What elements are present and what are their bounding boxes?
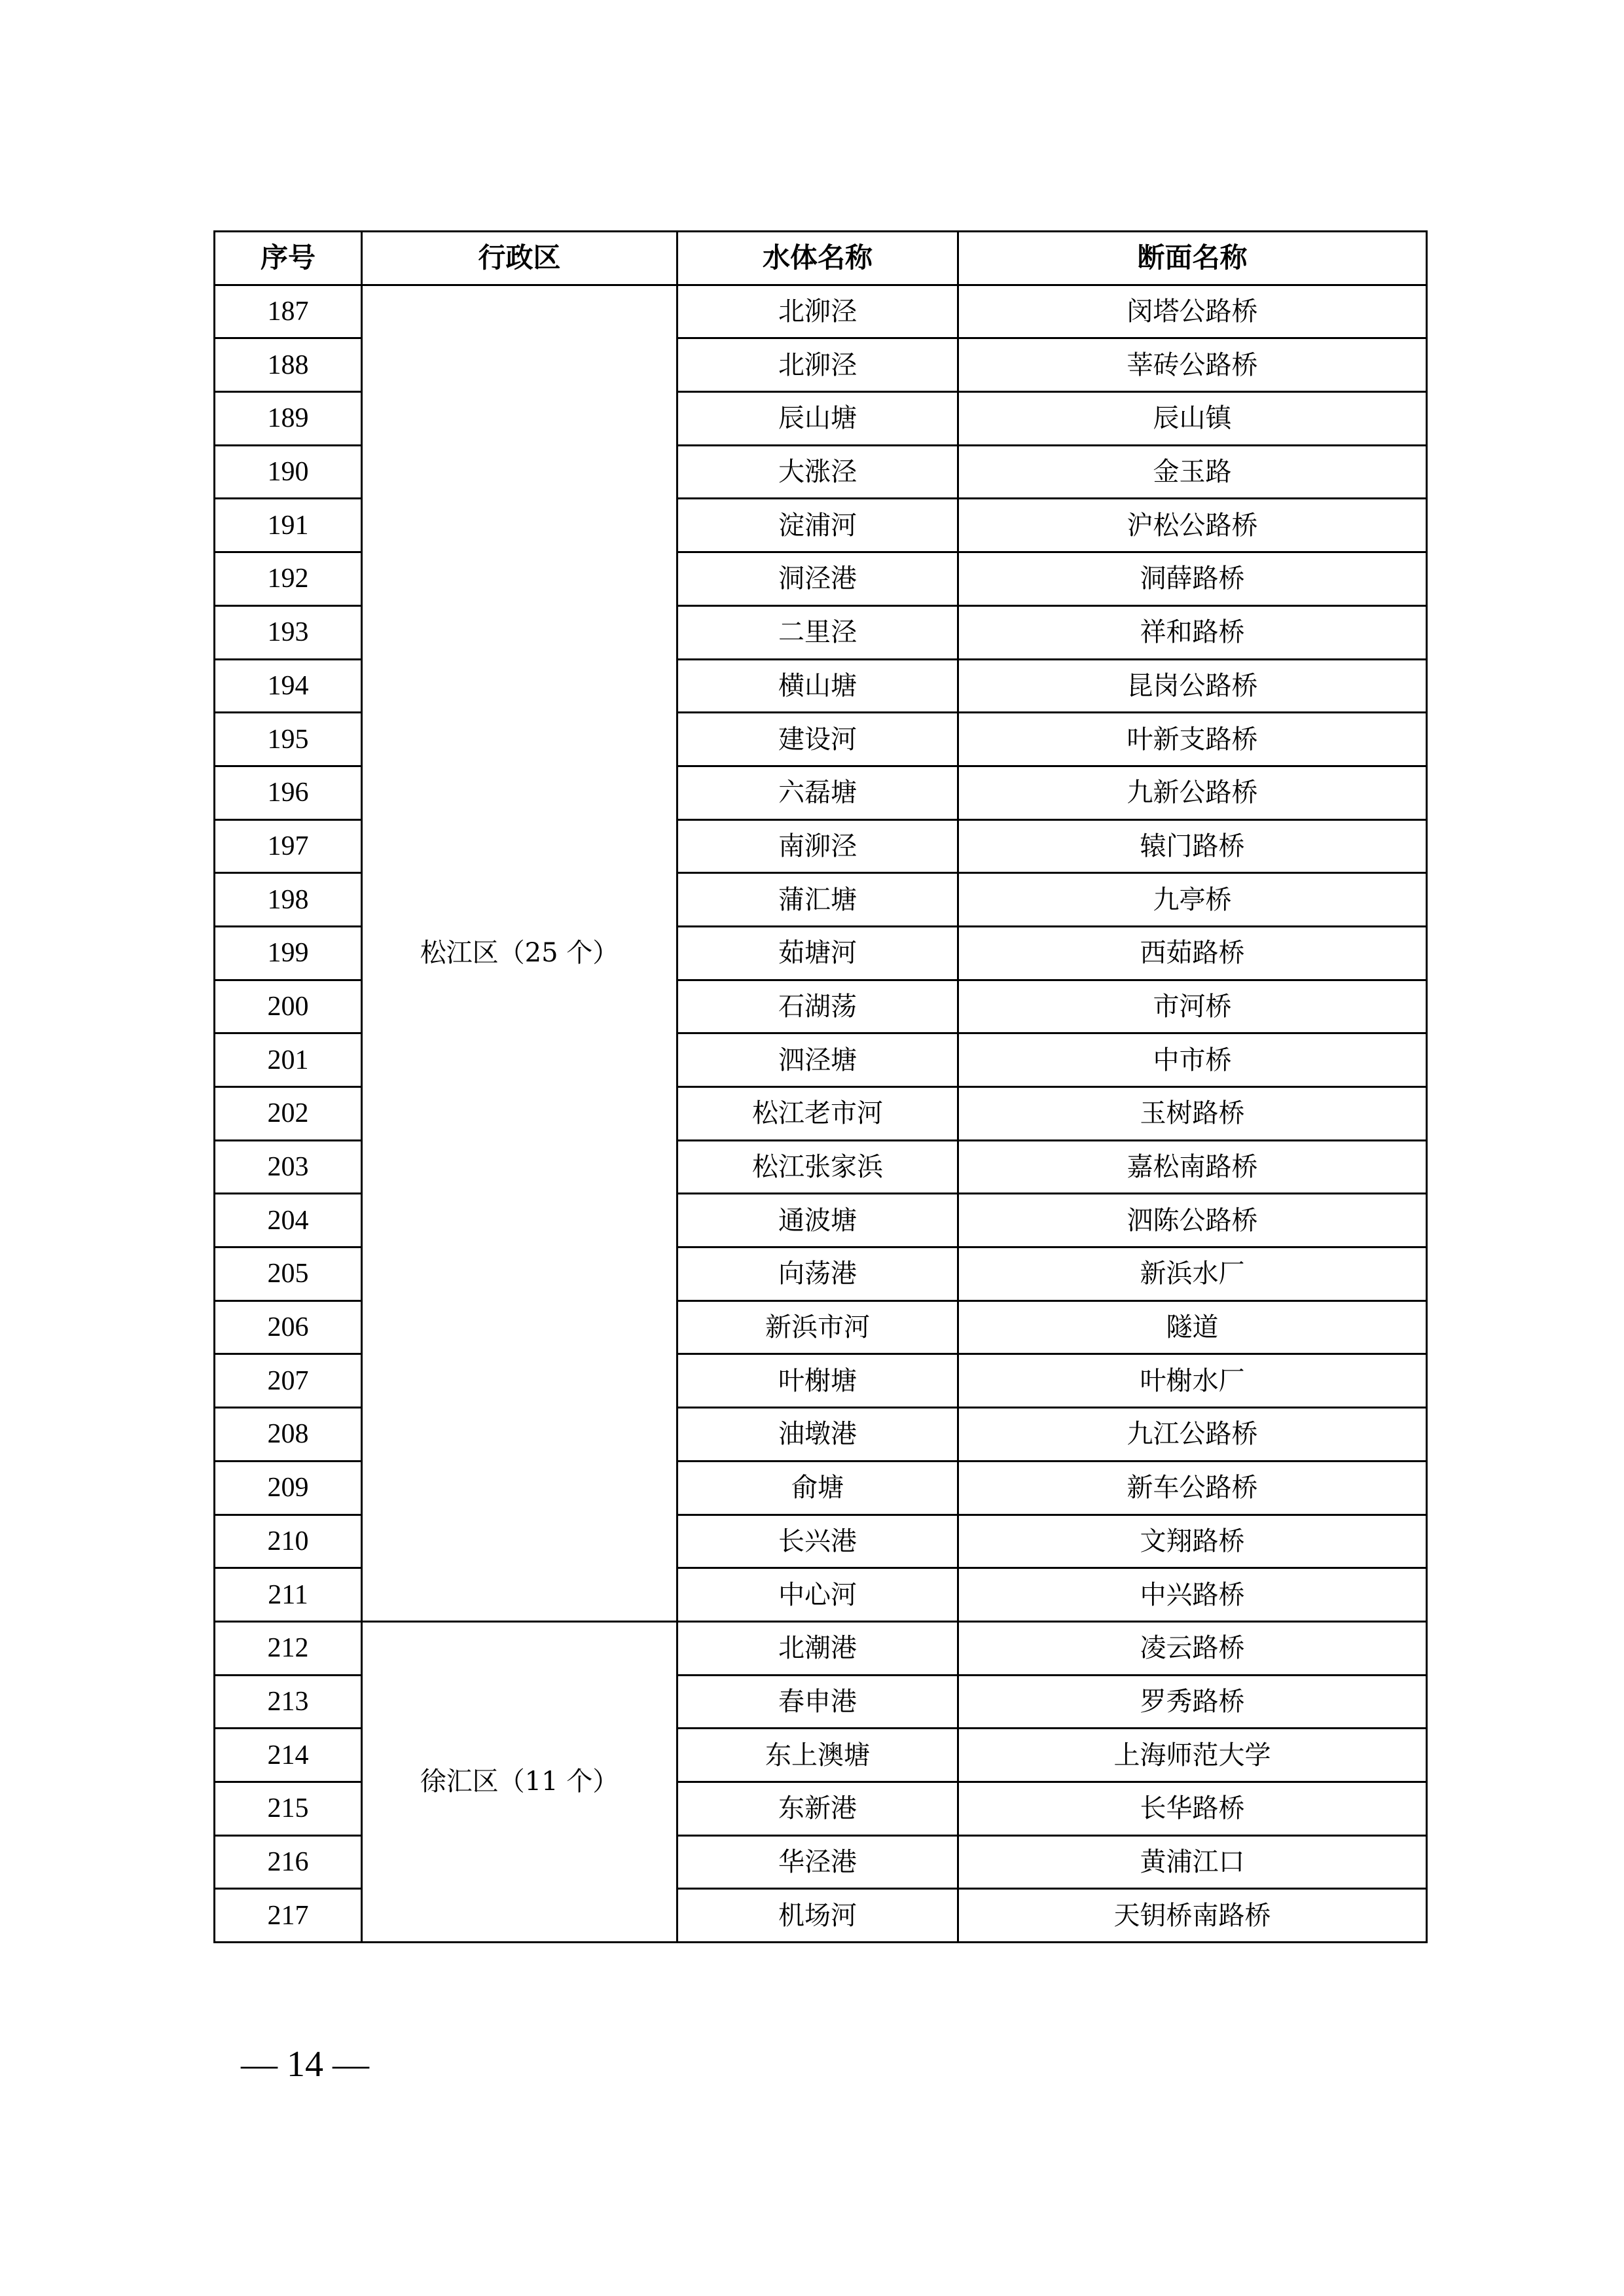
water-body-cell: 中心河 xyxy=(677,1568,958,1622)
section-name-cell: 金玉路 xyxy=(958,445,1427,499)
water-body-cell: 泗泾塘 xyxy=(677,1033,958,1087)
section-name-cell: 莘砖公路桥 xyxy=(958,338,1427,392)
water-body-cell: 洞泾港 xyxy=(677,552,958,606)
serial-no-cell: 199 xyxy=(215,926,362,980)
water-body-cell: 横山塘 xyxy=(677,659,958,713)
section-name-cell: 九江公路桥 xyxy=(958,1408,1427,1462)
table-row xyxy=(215,285,1427,338)
section-name-cell: 辕门路桥 xyxy=(958,819,1427,873)
serial-no-cell: 192 xyxy=(215,552,362,606)
serial-no-cell: 205 xyxy=(215,1247,362,1301)
header-district: 行政区 xyxy=(362,232,677,285)
district-cell: 徐汇区（11 个） xyxy=(362,1621,677,1942)
serial-no-cell: 188 xyxy=(215,338,362,392)
header-section-name: 断面名称 xyxy=(958,232,1427,285)
section-name-cell: 文翔路桥 xyxy=(958,1515,1427,1568)
water-body-cell: 俞塘 xyxy=(677,1461,958,1515)
serial-no-cell: 209 xyxy=(215,1461,362,1515)
serial-no-cell: 212 xyxy=(215,1621,362,1675)
section-name-cell: 昆岗公路桥 xyxy=(958,659,1427,713)
serial-no-cell: 206 xyxy=(215,1300,362,1354)
serial-no-cell: 210 xyxy=(215,1515,362,1568)
serial-no-cell: 213 xyxy=(215,1675,362,1729)
monitoring-sections-table xyxy=(213,230,1428,1943)
water-body-cell: 南泖泾 xyxy=(677,819,958,873)
serial-no-cell: 203 xyxy=(215,1140,362,1194)
water-body-cell: 石湖荡 xyxy=(677,980,958,1033)
serial-no-cell: 202 xyxy=(215,1087,362,1141)
water-body-cell: 二里泾 xyxy=(677,605,958,659)
water-body-cell: 长兴港 xyxy=(677,1515,958,1568)
water-body-cell: 辰山塘 xyxy=(677,392,958,446)
water-body-cell: 淀浦河 xyxy=(677,499,958,552)
serial-no-cell: 194 xyxy=(215,659,362,713)
water-body-cell: 叶榭塘 xyxy=(677,1354,958,1408)
section-name-cell: 中兴路桥 xyxy=(958,1568,1427,1622)
water-body-cell: 向荡港 xyxy=(677,1247,958,1301)
section-name-cell: 叶榭水厂 xyxy=(958,1354,1427,1408)
water-body-cell: 松江张家浜 xyxy=(677,1140,958,1194)
section-name-cell: 隧道 xyxy=(958,1300,1427,1354)
section-name-cell: 中市桥 xyxy=(958,1033,1427,1087)
water-body-cell: 六磊塘 xyxy=(677,766,958,819)
serial-no-cell: 208 xyxy=(215,1408,362,1462)
header-water-body: 水体名称 xyxy=(677,232,958,285)
water-body-cell: 通波塘 xyxy=(677,1194,958,1247)
section-name-cell: 玉树路桥 xyxy=(958,1087,1427,1141)
water-body-cell: 油墩港 xyxy=(677,1408,958,1462)
serial-no-cell: 214 xyxy=(215,1729,362,1782)
serial-no-cell: 211 xyxy=(215,1568,362,1622)
water-body-cell: 北泖泾 xyxy=(677,338,958,392)
district-cell: 松江区（25 个） xyxy=(362,285,677,1621)
section-name-cell: 罗秀路桥 xyxy=(958,1675,1427,1729)
serial-no-cell: 190 xyxy=(215,445,362,499)
section-name-cell: 嘉松南路桥 xyxy=(958,1140,1427,1194)
section-name-cell: 洞薛路桥 xyxy=(958,552,1427,606)
section-name-cell: 西茹路桥 xyxy=(958,926,1427,980)
water-body-cell: 东上澳塘 xyxy=(677,1729,958,1782)
section-name-cell: 新浜水厂 xyxy=(958,1247,1427,1301)
section-name-cell: 闵塔公路桥 xyxy=(958,285,1427,338)
serial-no-cell: 204 xyxy=(215,1194,362,1247)
water-body-cell: 建设河 xyxy=(677,713,958,766)
section-name-cell: 叶新支路桥 xyxy=(958,713,1427,766)
section-name-cell: 九新公路桥 xyxy=(958,766,1427,819)
section-name-cell: 辰山镇 xyxy=(958,392,1427,446)
water-body-cell: 华泾港 xyxy=(677,1835,958,1889)
water-body-cell: 新浜市河 xyxy=(677,1300,958,1354)
serial-no-cell: 191 xyxy=(215,499,362,552)
section-name-cell: 黄浦江口 xyxy=(958,1835,1427,1889)
serial-no-cell: 217 xyxy=(215,1889,362,1943)
water-body-cell: 茹塘河 xyxy=(677,926,958,980)
water-body-cell: 松江老市河 xyxy=(677,1087,958,1141)
table-row xyxy=(215,1621,1427,1675)
serial-no-cell: 195 xyxy=(215,713,362,766)
water-body-cell: 东新港 xyxy=(677,1782,958,1835)
water-body-cell: 北潮港 xyxy=(677,1621,958,1675)
section-name-cell: 上海师范大学 xyxy=(958,1729,1427,1782)
table-header-row xyxy=(215,232,1427,285)
serial-no-cell: 198 xyxy=(215,873,362,927)
water-body-cell: 蒲汇塘 xyxy=(677,873,958,927)
header-serial-no: 序号 xyxy=(215,232,362,285)
page-number: — 14 — xyxy=(241,2044,369,2085)
serial-no-cell: 193 xyxy=(215,605,362,659)
serial-no-cell: 207 xyxy=(215,1354,362,1408)
section-name-cell: 泗陈公路桥 xyxy=(958,1194,1427,1247)
serial-no-cell: 196 xyxy=(215,766,362,819)
serial-no-cell: 201 xyxy=(215,1033,362,1087)
serial-no-cell: 187 xyxy=(215,285,362,338)
water-body-cell: 春申港 xyxy=(677,1675,958,1729)
table-body xyxy=(215,285,1427,1942)
water-body-cell: 北泖泾 xyxy=(677,285,958,338)
serial-no-cell: 200 xyxy=(215,980,362,1033)
section-name-cell: 凌云路桥 xyxy=(958,1621,1427,1675)
section-name-cell: 长华路桥 xyxy=(958,1782,1427,1835)
serial-no-cell: 197 xyxy=(215,819,362,873)
section-name-cell: 沪松公路桥 xyxy=(958,499,1427,552)
section-name-cell: 天钥桥南路桥 xyxy=(958,1889,1427,1943)
section-name-cell: 祥和路桥 xyxy=(958,605,1427,659)
section-name-cell: 市河桥 xyxy=(958,980,1427,1033)
water-body-cell: 机场河 xyxy=(677,1889,958,1943)
section-name-cell: 新车公路桥 xyxy=(958,1461,1427,1515)
serial-no-cell: 216 xyxy=(215,1835,362,1889)
section-name-cell: 九亭桥 xyxy=(958,873,1427,927)
serial-no-cell: 189 xyxy=(215,392,362,446)
serial-no-cell: 215 xyxy=(215,1782,362,1835)
water-body-cell: 大涨泾 xyxy=(677,445,958,499)
